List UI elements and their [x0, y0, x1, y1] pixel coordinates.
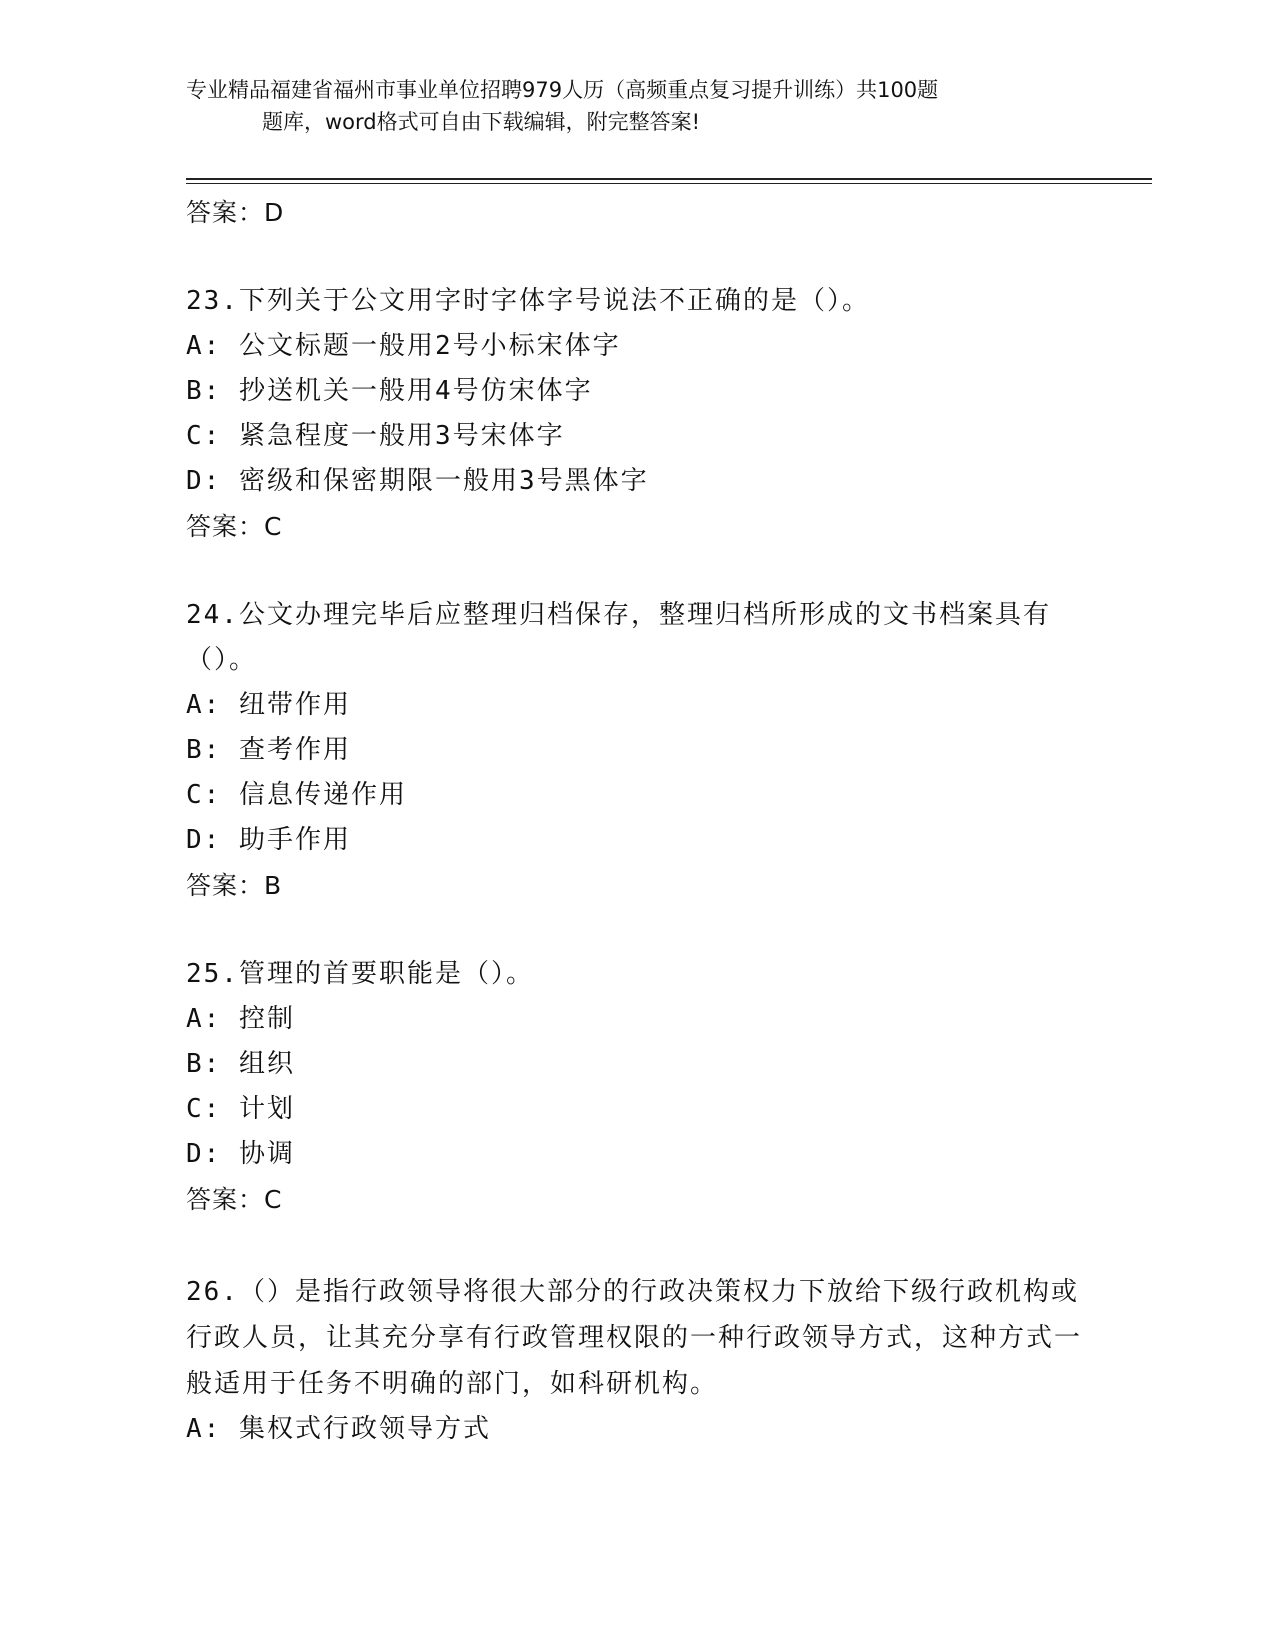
- option-c: C: 信息传递作用: [186, 780, 407, 810]
- question-25: [186, 952, 1086, 1223]
- header-divider-thin: [186, 183, 1152, 184]
- answer: 答案：C: [186, 512, 283, 541]
- question-24: [186, 593, 1086, 909]
- option-b: B: 抄送机关一般用4号仿宋体字: [186, 376, 593, 406]
- document-body: [186, 190, 1086, 1452]
- option-c: C: 计划: [186, 1094, 295, 1124]
- option-c: C: 紧急程度一般用3号宋体字: [186, 421, 565, 451]
- option-a: A: 控制: [186, 1004, 295, 1034]
- option-a: A: 公文标题一般用2号小标宋体字: [186, 331, 621, 361]
- option-a: A: 集权式行政领导方式: [186, 1414, 491, 1444]
- question-stem: 26.（）是指行政领导将很大部分的行政决策权力下放给下级行政机构或行政人员，让其充分享有行政管理权限的一种行政领导方式，这种方式一般适用于任务不明确的部门，如科研机构。: [186, 1277, 1083, 1399]
- option-b: B: 查考作用: [186, 735, 351, 765]
- option-d: D: 协调: [186, 1139, 295, 1169]
- question-stem: 24.公文办理完毕后应整理归档保存，整理归档所形成的文书档案具有（）。: [186, 600, 1051, 675]
- question-26: [186, 1269, 1086, 1452]
- answer-prev: 答案：D: [186, 198, 285, 227]
- question-stem: 23.下列关于公文用字时字体字号说法不正确的是（）。: [186, 286, 870, 316]
- answer: 答案：C: [186, 1185, 283, 1214]
- question-23: [186, 279, 1086, 550]
- option-a: A: 纽带作用: [186, 690, 351, 720]
- header-divider: [186, 178, 1152, 180]
- header-line-1: 专业精品福建省福州市事业单位招聘979人历（高频重点复习提升训练）共100题: [186, 78, 939, 102]
- option-d: D: 助手作用: [186, 825, 351, 855]
- answer: 答案：B: [186, 871, 283, 900]
- question-stem: 25.管理的首要职能是（）。: [186, 959, 534, 989]
- option-b: B: 组织: [186, 1049, 295, 1079]
- option-d: D: 密级和保密期限一般用3号黑体字: [186, 466, 649, 496]
- header-line-2: 题库，word格式可自由下载编辑，附完整答案!: [262, 110, 701, 134]
- document-header: [186, 74, 1086, 138]
